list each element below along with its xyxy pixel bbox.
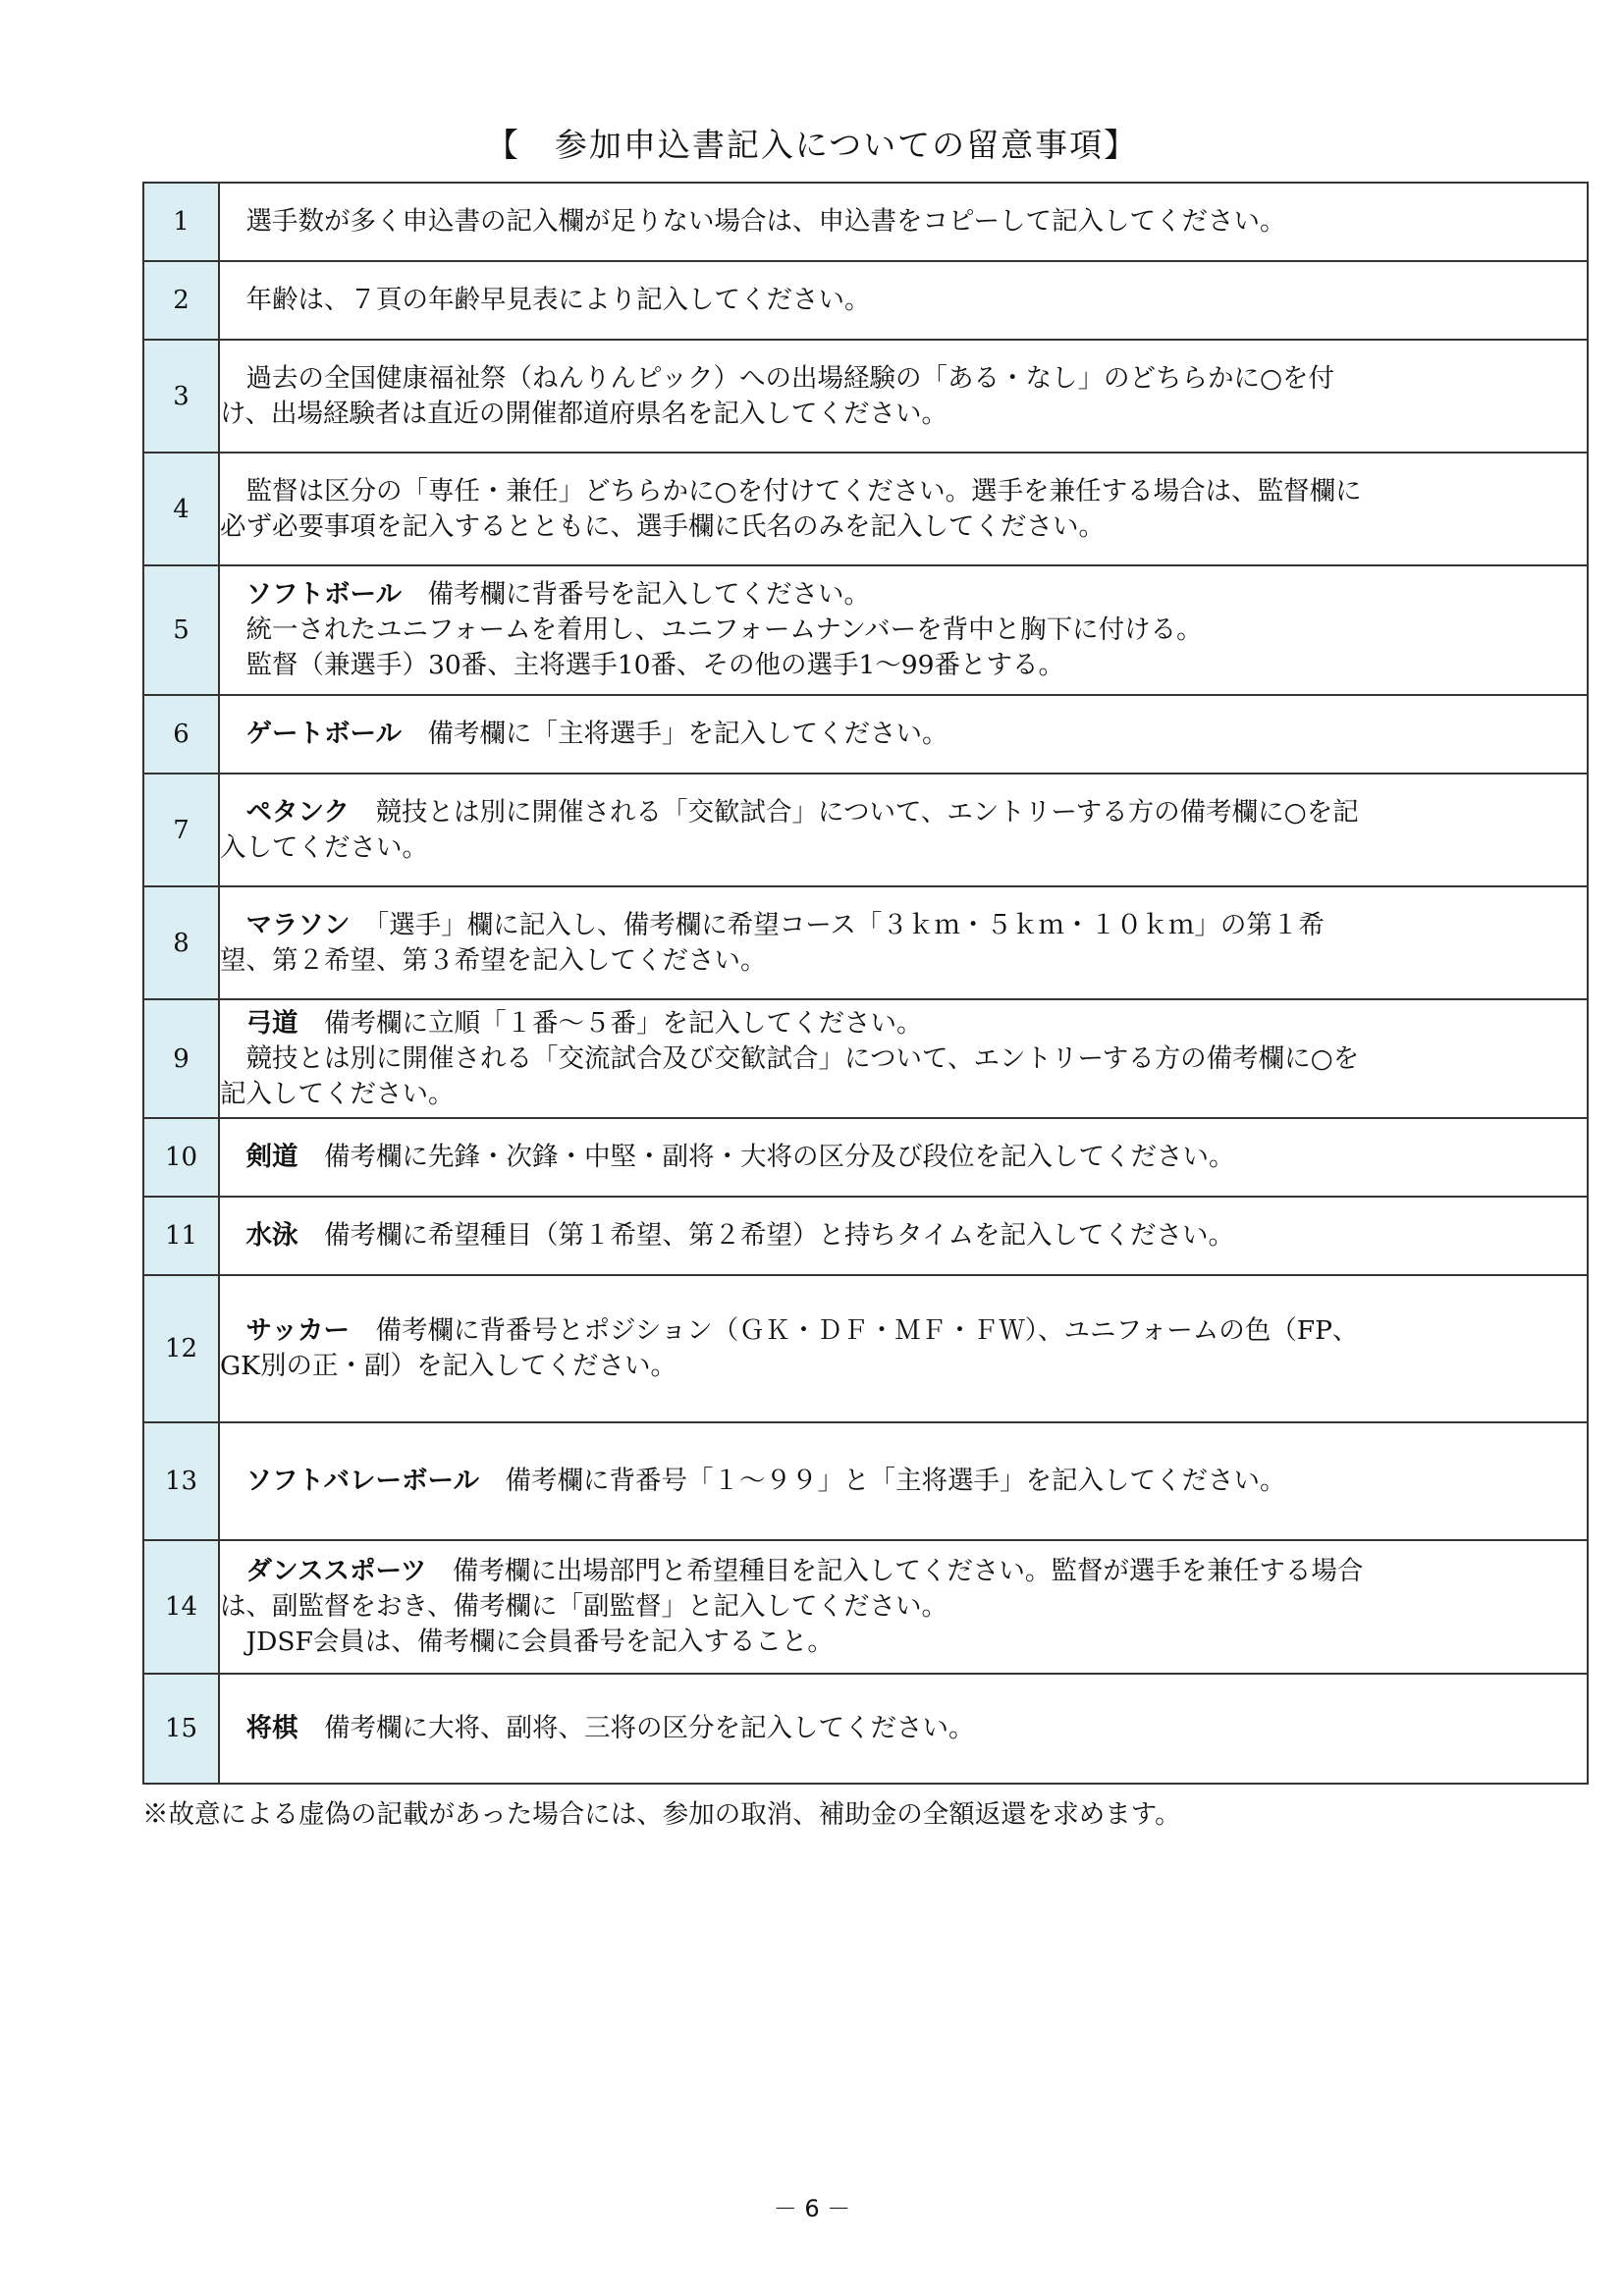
table-row bbox=[143, 1118, 1588, 1197]
row-text bbox=[219, 999, 1588, 1118]
line-text: 備考欄に立順「１番～５番」を記入してください。 bbox=[298, 1007, 923, 1039]
sport-name: サッカー bbox=[245, 1315, 350, 1346]
notes-table bbox=[142, 182, 1589, 1785]
line-text: 備考欄に背番号とポジション（ＧＫ・ＤＦ・ＭＦ・ＦＷ）、ユニフォームの色（FP、 bbox=[349, 1315, 1359, 1346]
table-row bbox=[143, 886, 1588, 999]
indent bbox=[220, 1315, 246, 1346]
sport-name: マラソン bbox=[245, 909, 351, 940]
row-number: 10 bbox=[143, 1118, 219, 1197]
text-line bbox=[220, 1625, 1587, 1660]
row-text bbox=[219, 261, 1588, 340]
text-line bbox=[220, 717, 1587, 752]
text-line bbox=[220, 1041, 1587, 1077]
text-line bbox=[220, 830, 1587, 866]
row-text bbox=[219, 886, 1588, 999]
row-text bbox=[219, 1118, 1588, 1197]
line-text: 備考欄に背番号「１～９９」と「主将選手」を記入してください。 bbox=[478, 1466, 1286, 1496]
indent bbox=[220, 579, 246, 610]
sport-name: 水泳 bbox=[245, 1220, 298, 1251]
text-line bbox=[220, 577, 1587, 613]
row-number: 15 bbox=[143, 1674, 219, 1784]
row-number: 7 bbox=[143, 774, 219, 886]
table-row bbox=[143, 565, 1588, 695]
row-text bbox=[219, 695, 1588, 774]
indent bbox=[220, 797, 246, 828]
indent bbox=[220, 1713, 246, 1743]
row-number: 12 bbox=[143, 1275, 219, 1422]
line-text: 備考欄に希望種目（第１希望、第２希望）と持ちタイムを記入してください。 bbox=[298, 1220, 1234, 1251]
row-number: 6 bbox=[143, 695, 219, 774]
line-text: 記入してください。 bbox=[220, 1078, 455, 1109]
indent bbox=[220, 1220, 246, 1251]
text-line bbox=[220, 943, 1587, 979]
indent bbox=[220, 1008, 246, 1039]
table-row bbox=[143, 1674, 1588, 1784]
row-text bbox=[219, 1275, 1588, 1422]
text-line bbox=[220, 1077, 1587, 1112]
line-text: 入してください。 bbox=[220, 831, 428, 863]
row-text bbox=[219, 453, 1588, 565]
indent bbox=[220, 1556, 246, 1586]
row-number: 1 bbox=[143, 183, 219, 261]
table-row bbox=[143, 261, 1588, 340]
row-text bbox=[219, 1197, 1588, 1275]
line-text: 備考欄に先鋒・次鋒・中堅・副将・大将の区分及び段位を記入してください。 bbox=[298, 1142, 1235, 1172]
table-row bbox=[143, 1275, 1588, 1422]
line-text: 備考欄に大将、副将、三将の区分を記入してください。 bbox=[298, 1713, 975, 1743]
row-text bbox=[219, 183, 1588, 261]
text-line bbox=[220, 397, 1587, 432]
text-line bbox=[220, 361, 1587, 397]
text-line bbox=[220, 1589, 1587, 1625]
table-row bbox=[143, 1540, 1588, 1674]
row-number: 4 bbox=[143, 453, 219, 565]
line-text: 過去の全国健康福祉祭（ねんりんピック）への出場経験の「ある・なし」のどちらかに○を付 bbox=[220, 362, 1335, 394]
row-number: 2 bbox=[143, 261, 219, 340]
text-line bbox=[220, 613, 1587, 648]
sport-name: 剣道 bbox=[245, 1142, 298, 1172]
text-line bbox=[220, 648, 1587, 683]
line-text: 競技とは別に開催される「交歓試合」について、エントリーする方の備考欄に○を記 bbox=[349, 796, 1359, 828]
text-line bbox=[220, 1140, 1587, 1175]
text-line bbox=[220, 1711, 1587, 1746]
text-line bbox=[220, 795, 1587, 830]
sport-name: ソフトバレーボール bbox=[245, 1466, 479, 1496]
text-line bbox=[220, 509, 1587, 545]
table-row bbox=[143, 340, 1588, 453]
indent bbox=[220, 1142, 246, 1172]
line-text: 競技とは別に開催される「交流試合及び交歓試合」について、エントリーする方の備考欄に○を bbox=[220, 1042, 1360, 1074]
table-row bbox=[143, 1422, 1588, 1540]
row-number: 8 bbox=[143, 886, 219, 999]
text-line bbox=[220, 283, 1587, 318]
page-title: 【 参加申込書記入についての留意事項】 bbox=[485, 126, 1139, 164]
text-line bbox=[220, 1464, 1587, 1499]
text-line bbox=[220, 908, 1587, 943]
table-row bbox=[143, 453, 1588, 565]
row-number: 13 bbox=[143, 1422, 219, 1540]
sport-name: ゲートボール bbox=[245, 719, 402, 749]
line-text: 「選手」欄に記入し、備考欄に希望コース「３ｋｍ・５ｋｍ・１０ｋｍ」の第１希 bbox=[350, 909, 1325, 940]
line-text: 備考欄に「主将選手」を記入してください。 bbox=[401, 719, 948, 749]
sport-name: ペタンク bbox=[245, 796, 350, 828]
text-line bbox=[220, 474, 1587, 509]
table-row bbox=[143, 695, 1588, 774]
line-text: 監督（兼選手）30番、主将選手10番、その他の選手1～99番とする。 bbox=[220, 650, 1065, 680]
line-text: 備考欄に出場部門と希望種目を記入してください。監督が選手を兼任する場合 bbox=[426, 1556, 1364, 1586]
text-line bbox=[220, 204, 1587, 240]
text-line bbox=[220, 1218, 1587, 1254]
line-text: け、出場経験者は直近の開催都道府県名を記入してください。 bbox=[220, 398, 947, 429]
line-text: は、副監督をおき、備考欄に「副監督」と記入してください。 bbox=[220, 1591, 947, 1622]
footnote: ※故意による虚偽の記載があった場合には、参加の取消、補助金の全額返還を求めます。 bbox=[142, 1799, 1181, 1830]
table-row bbox=[143, 774, 1588, 886]
row-text bbox=[219, 565, 1588, 695]
indent bbox=[220, 910, 246, 940]
indent bbox=[220, 1466, 246, 1496]
sport-name: ダンススポーツ bbox=[245, 1556, 427, 1586]
sport-name: 弓道 bbox=[245, 1007, 298, 1039]
row-text bbox=[219, 1540, 1588, 1674]
row-number: 3 bbox=[143, 340, 219, 453]
text-line bbox=[220, 1313, 1587, 1349]
text-line bbox=[220, 1554, 1587, 1589]
row-number: 5 bbox=[143, 565, 219, 695]
line-text: GK別の正・副）を記入してください。 bbox=[220, 1351, 677, 1381]
sport-name: 将棋 bbox=[245, 1713, 298, 1743]
line-text: 選手数が多く申込書の記入欄が足りない場合は、申込書をコピーして記入してください。 bbox=[220, 206, 1286, 237]
table-row bbox=[143, 999, 1588, 1118]
row-text bbox=[219, 1422, 1588, 1540]
line-text: 年齢は、７頁の年齢早見表により記入してください。 bbox=[220, 285, 871, 315]
line-text: 望、第２希望、第３希望を記入してください。 bbox=[220, 944, 767, 976]
row-number: 14 bbox=[143, 1540, 219, 1674]
page-number: － 6 － bbox=[773, 2195, 851, 2222]
line-text: JDSF会員は、備考欄に会員番号を記入すること。 bbox=[220, 1627, 834, 1657]
row-text bbox=[219, 340, 1588, 453]
line-text: 統一されたユニフォームを着用し、ユニフォームナンバーを背中と胸下に付ける。 bbox=[220, 614, 1203, 645]
line-text: 監督は区分の「専任・兼任」どちらかに○を付けてください。選手を兼任する場合は、監督欄に bbox=[220, 475, 1362, 507]
line-text: 必ず必要事項を記入するとともに、選手欄に氏名のみを記入してください。 bbox=[220, 510, 1105, 542]
sport-name: ソフトボール bbox=[245, 579, 402, 610]
table-row bbox=[143, 183, 1588, 261]
row-text bbox=[219, 1674, 1588, 1784]
table-row bbox=[143, 1197, 1588, 1275]
row-number: 9 bbox=[143, 999, 219, 1118]
text-line bbox=[220, 1349, 1587, 1384]
indent bbox=[220, 719, 246, 749]
text-line bbox=[220, 1006, 1587, 1041]
row-text bbox=[219, 774, 1588, 886]
row-number: 11 bbox=[143, 1197, 219, 1275]
line-text: 備考欄に背番号を記入してください。 bbox=[401, 579, 870, 610]
